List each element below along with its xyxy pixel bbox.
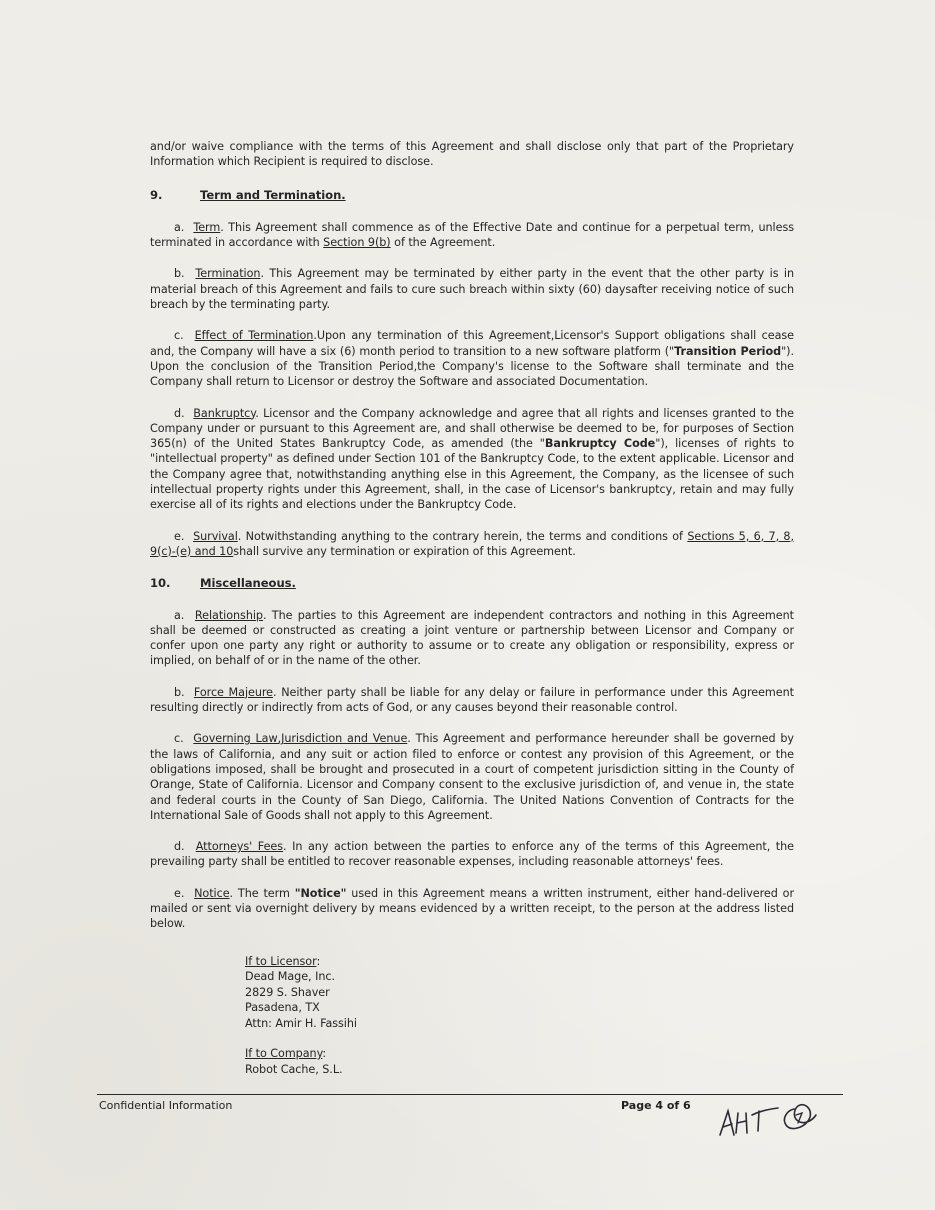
clause-10e-text: . The term xyxy=(229,886,295,900)
clause-10b-letter: b. xyxy=(174,685,185,699)
clause-9a-heading: Term xyxy=(193,220,221,234)
clause-10e-heading: Notice xyxy=(194,886,230,900)
footer-page-number: Page 4 of 6 xyxy=(621,1099,691,1112)
licensor-address-line: Attn: Amir H. Fassihi xyxy=(245,1016,357,1030)
licensor-address-line: 2829 S. Shaver xyxy=(245,985,330,999)
clause-10e-defined-term: "Notice" xyxy=(294,886,347,900)
clause-10c xyxy=(150,731,794,823)
clause-10b-text: . Neither party shall be liable for any delay or failure in performance under this Agreement resulting directly or indirectly from acts of God, or any causes beyond their reasonable control. xyxy=(150,685,794,715)
clause-9b-letter: b. xyxy=(174,267,185,281)
initials-signature xyxy=(716,1091,826,1141)
clause-10a xyxy=(150,608,794,669)
clause-9c-defined-term: Transition Period xyxy=(674,344,782,358)
section-10-title: Miscellaneous. xyxy=(200,576,296,591)
clause-10e-text-end: used in this Agreement means a written instrument, either hand-delivered or mailed or sent via overnight delivery by means evidenced by a written receipt, to the person at the address listed below. xyxy=(150,886,795,931)
clause-9d-text: . Licensor and the Company acknowledge and agree that all rights and licenses granted to the Company under or pursuant to this Agreement are, and shall otherwise be deemed to be, for purposes of Section 365(n) of the United States Bankruptcy Code, as amended (the " xyxy=(150,406,794,451)
section-9-title: Term and Termination. xyxy=(200,187,346,202)
clause-9c-heading: Effect of Termination xyxy=(194,329,314,343)
clause-10a-heading: Relationship xyxy=(194,608,263,622)
clause-10d-text: . In any action between the parties to enforce any of the terms of this Agreement, the prevailing party shall be entitled to recover reasonable expenses, including reasonable attorneys' fees. xyxy=(150,840,795,869)
clause-10c-letter: c. xyxy=(174,732,184,746)
section-9-heading xyxy=(150,188,794,203)
clause-9d-letter: d. xyxy=(174,406,185,420)
company-address-line: Robot Cache, S.L. xyxy=(245,1062,343,1076)
clause-9d xyxy=(150,406,794,513)
clause-9e-text-end: shall survive any termination or expiration of this Agreement. xyxy=(233,544,576,558)
clause-9e-heading: Survival xyxy=(193,529,238,543)
clause-10c-text: . This Agreement and performance hereunder shall be governed by the laws of California, and any suit or action filed to enforce or contest any provision of this Agreement, or the obligations imposed, shall be brought and prosecuted in a court of competent jurisdiction sitting in the County of Orange, State of California. Licensor and Company consent to the exclusive jurisdiction of, and venue in, the state and federal courts in the County of San Diego, California. The United Nations Convention of Contracts for the International Sale of Goods shall not apply to this Agreement. xyxy=(150,732,794,822)
clause-10d xyxy=(150,839,794,870)
clause-9a-text: . This Agreement shall commence as of the Effective Date and continue for a perpetual term, unless terminated in accordance with xyxy=(150,220,795,250)
clause-9e xyxy=(150,529,794,560)
clause-10a-letter: a. xyxy=(174,608,185,622)
clause-9c-text: .Upon any termination of this Agreement,Licensor's Support obligations shall cease and, the Company will have a six (6) month period to transition to a new software platform (" xyxy=(150,329,795,358)
section-9-number: 9. xyxy=(150,187,163,202)
clause-9a-ref: Section 9(b) xyxy=(323,236,391,250)
clause-9a-letter: a. xyxy=(174,220,185,234)
clause-9d-text-end: "), licenses of rights to "intellectual property" as defined under Section 101 of the Bankruptcy Code, to the extent applicable. Licensor and the Company agree that, notwithstanding anything else in this Agreement, the Company, as the licensee of such intellectual property rights under this Agreement, shall, in the case of Licensor's bankruptcy, retain and may fully exercise all of its rights and elections under the Bankruptcy Code. xyxy=(150,437,794,512)
notice-addresses xyxy=(245,954,794,1078)
licensor-address-line: Dead Mage, Inc. xyxy=(245,970,335,984)
document-body xyxy=(150,139,794,1077)
clause-9d-defined-term: Bankruptcy Code xyxy=(544,437,656,451)
section-10-number: 10. xyxy=(150,576,171,591)
clause-9e-ref: Sections 5, 6, 7, 8, 9(c)-(e) and 10 xyxy=(150,529,795,558)
licensor-label: If to Licensor xyxy=(245,954,317,968)
clause-9e-text: . Notwithstanding anything to the contrary herein, the terms and conditions of xyxy=(237,529,688,543)
clause-10a-text: . The parties to this Agreement are independent contractors and nothing in this Agreement shall be deemed or constructed as creating a joint venture or partnership between Licensor and Company or confer upon one party any right or authority to assume or to create any obligation or responsibility, express or implied, on behalf of or in the name of the other. xyxy=(150,608,794,668)
clause-10e xyxy=(150,886,794,932)
intro-paragraph: and/or waive compliance with the terms of this Agreement and shall disclose only that part of the Proprietary Information which Recipient is required to disclose. xyxy=(150,140,794,169)
clause-10c-heading: Governing Law,Jurisdiction and Venue xyxy=(193,732,408,746)
licensor-address-line: Pasadena, TX xyxy=(245,1001,320,1015)
clause-9c-text-end: "). Upon the conclusion of the Transition Period,the Company's license to the Software shall terminate and the Company shall return to Licensor or destroy the Software and associated Documentation. xyxy=(150,344,794,389)
clause-9e-letter: e. xyxy=(174,529,185,543)
clause-10d-letter: d. xyxy=(174,840,185,854)
clause-9b xyxy=(150,266,794,312)
clause-9c xyxy=(150,328,794,389)
clause-10b-heading: Force Majeure xyxy=(193,685,274,699)
licensor-label-line: If to Licensor: xyxy=(245,954,321,968)
clause-9a xyxy=(150,220,794,251)
footer-confidential: Confidential Information xyxy=(99,1099,233,1112)
address-spacer xyxy=(245,1031,794,1046)
clause-10d-heading: Attorneys' Fees xyxy=(195,840,284,854)
clause-9b-text: . This Agreement may be terminated by either party in the event that the other party is in material breach of this Agreement and fails to cure such breach within sixty (60) daysafter receiving notice of such breach by the terminating party. xyxy=(150,267,795,312)
section-10-heading xyxy=(150,576,794,591)
clause-10b xyxy=(150,685,794,716)
clause-9c-letter: c. xyxy=(174,329,184,343)
clause-9b-heading: Termination xyxy=(195,267,261,281)
company-label-line: If to Company: xyxy=(245,1047,327,1061)
company-label: If to Company xyxy=(245,1047,323,1061)
clause-9d-heading: Bankruptcy xyxy=(193,406,256,420)
clause-9a-text-end: of the Agreement. xyxy=(390,236,496,250)
clause-10e-letter: e. xyxy=(174,886,185,900)
